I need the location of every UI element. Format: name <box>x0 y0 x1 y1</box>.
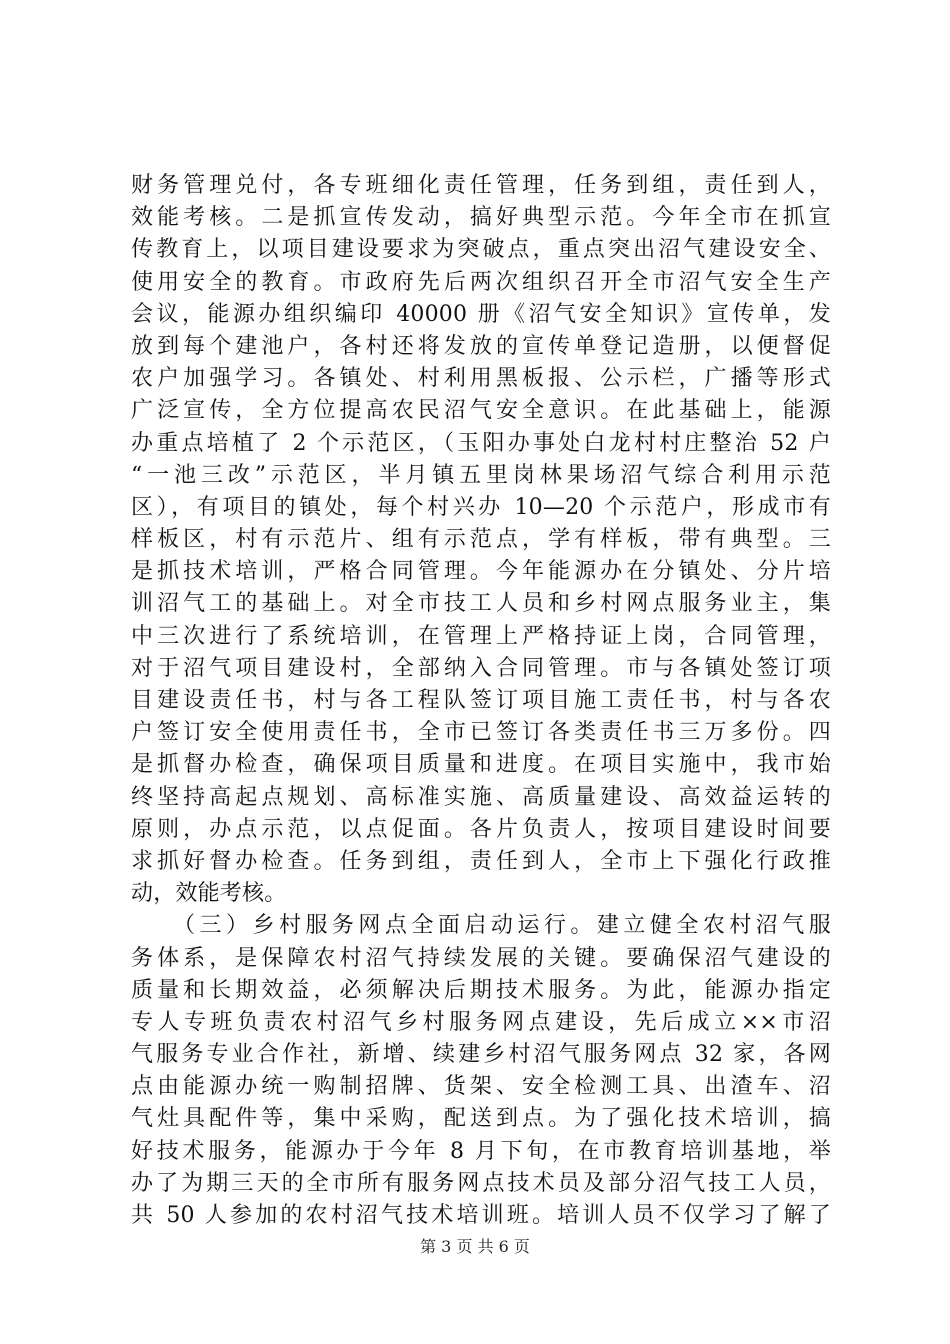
text-line: 目建设责任书，村与各工程队签订项目施工责任书，村与各农 <box>131 688 831 713</box>
text-line: （三）乡村服务网点全面启动运行。建立健全农村沼气服 <box>131 913 831 939</box>
text-line: 是抓督办检查，确保项目质量和进度。在项目实施中，我市始 <box>131 752 831 778</box>
text-line: 样板区，村有示范片、组有示范点，学有样板，带有典型。三 <box>131 527 831 553</box>
text-line: 办重点培植了 2 个示范区，（玉阳办事处白龙村村庄整治 52 户 <box>131 430 831 456</box>
text-line: 求抓好督办检查。任务到组，责任到人，全市上下强化行政推 <box>131 848 831 874</box>
text-line: 传教育上，以项目建设要求为突破点，重点突出沼气建设安全、 <box>131 237 831 263</box>
text-line: 办了为期三天的全市所有服务网点技术员及部分沼气技工人员， <box>131 1170 831 1196</box>
text-line: 广泛宣传，全方位提高农民沼气安全意识。在此基础上，能源 <box>131 398 831 424</box>
text-line: 中三次进行了系统培训，在管理上严格持证上岗，合同管理， <box>131 623 831 649</box>
text-line: 质量和长期效益，必须解决后期技术服务。为此，能源办指定 <box>131 977 831 1003</box>
text-line: 动，效能考核。 <box>131 881 287 907</box>
text-line: 气服务专业合作社，新增、续建乡村沼气服务网点 32 家，各网 <box>131 1042 831 1068</box>
page-footer: 第 3 页 共 6 页 <box>420 1237 530 1256</box>
body-text <box>131 170 831 1232</box>
text-line: 点由能源办统一购制招牌、货架、安全检测工具、出渣车、沼 <box>131 1074 831 1100</box>
text-line: 好技术服务，能源办于今年 8 月下旬，在市教育培训基地，举 <box>131 1138 831 1164</box>
text-line: 户签订安全使用责任书，全市已签订各类责任书三万多份。四 <box>131 720 831 746</box>
text-line: 区），有项目的镇处，每个村兴办 10—20 个示范户，形成市有 <box>131 494 831 520</box>
text-line: 放到每个建池户，各村还将发放的宣传单登记造册，以便督促 <box>131 333 831 359</box>
text-line: 效能考核。二是抓宣传发动，搞好典型示范。今年全市在抓宣 <box>131 205 831 231</box>
text-line: “一池三改”示范区，半月镇五里岗林果场沼气综合利用示范 <box>131 462 831 488</box>
text-line: 专人专班负责农村沼气乡村服务网点建设，先后成立××市沼 <box>131 1009 831 1035</box>
text-line: 训沼气工的基础上。对全市技工人员和乡村网点服务业主，集 <box>131 591 831 617</box>
text-line: 使用安全的教育。市政府先后两次组织召开全市沼气安全生产 <box>131 269 831 295</box>
text-line: 会议，能源办组织编印 40000 册《沼气安全知识》宣传单，发 <box>131 301 831 327</box>
text-line: 务体系，是保障农村沼气持续发展的关键。要确保沼气建设的 <box>131 945 831 971</box>
text-line: 财务管理兑付，各专班细化责任管理，任务到组，责任到人， <box>131 173 831 198</box>
text-line: 对于沼气项目建设村，全部纳入合同管理。市与各镇处签订项 <box>131 655 831 681</box>
text-line: 终坚持高起点规划、高标准实施、高质量建设、高效益运转的 <box>131 784 831 810</box>
text-line: 共 50 人参加的农村沼气技术培训班。培训人员不仅学习了解了 <box>131 1203 831 1228</box>
text-line: 原则，办点示范，以点促面。各片负责人，按项目建设时间要 <box>131 816 831 842</box>
text-line: 是抓技术培训，严格合同管理。今年能源办在分镇处、分片培 <box>131 559 831 585</box>
text-line: 农户加强学习。各镇处、村利用黑板报、公示栏，广播等形式 <box>131 366 831 392</box>
text-line: 气灶具配件等，集中采购，配送到点。为了强化技术培训，搞 <box>131 1106 831 1132</box>
